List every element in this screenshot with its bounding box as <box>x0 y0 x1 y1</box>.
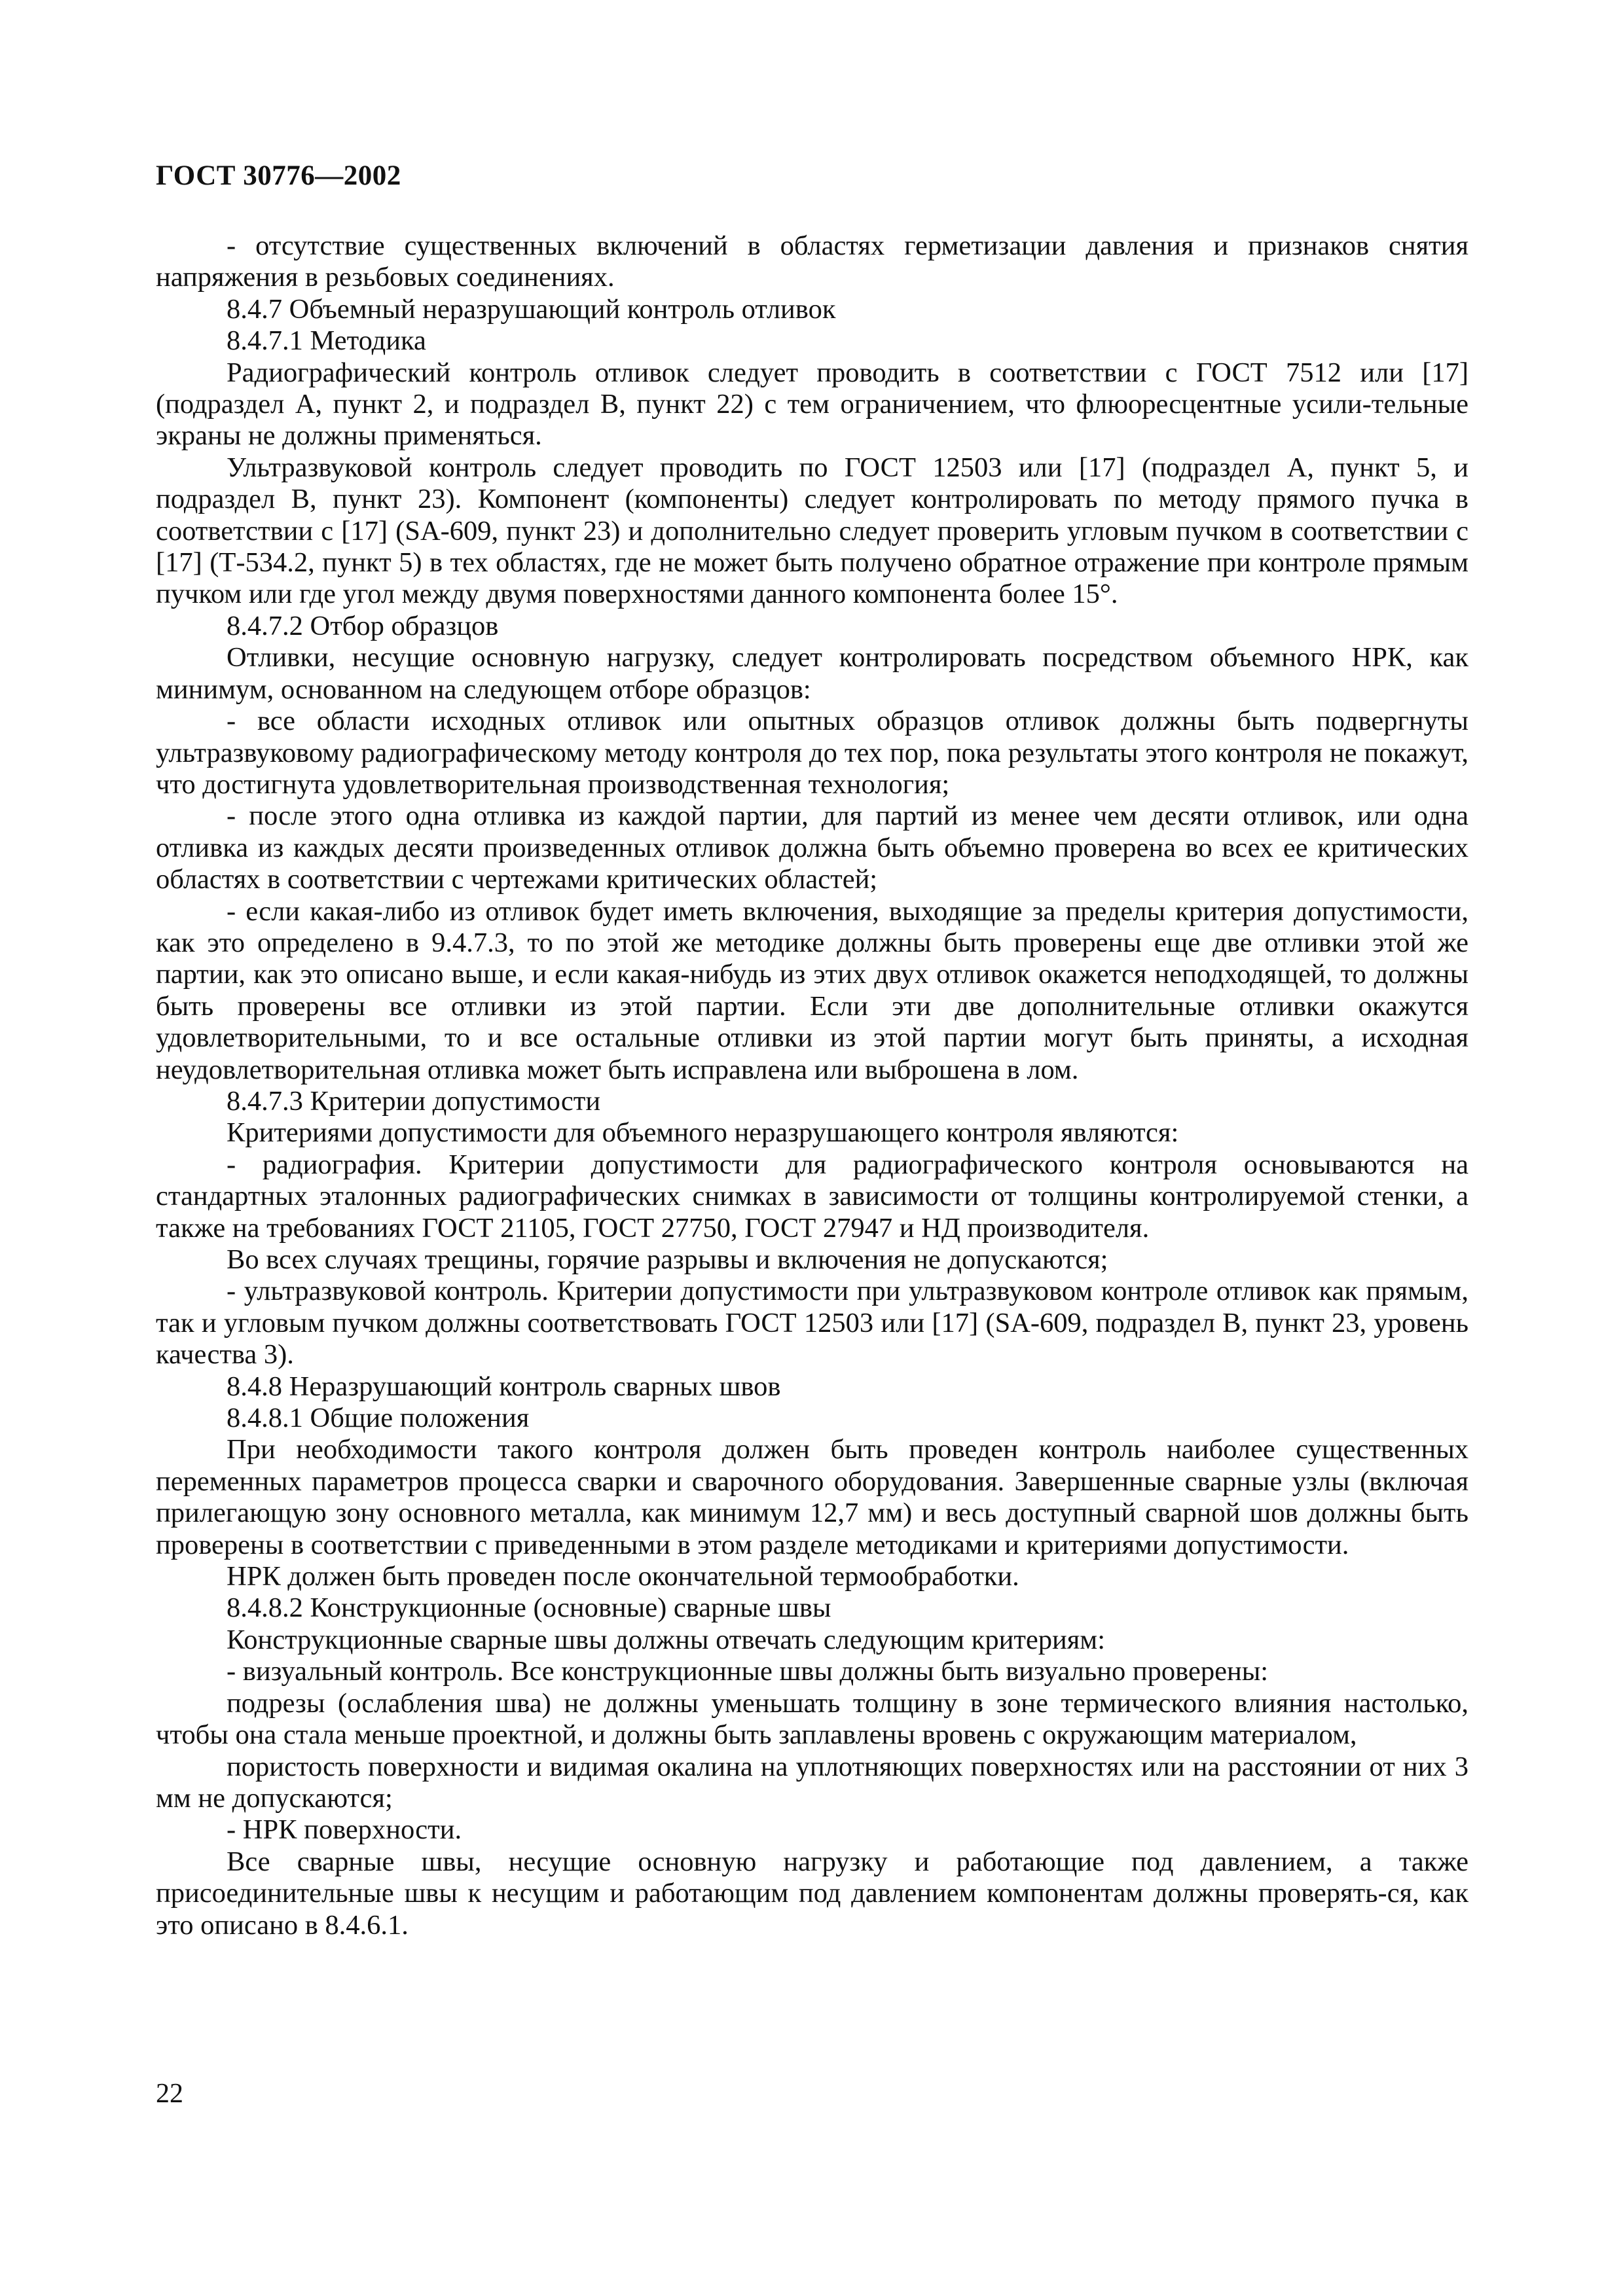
section-heading: 8.4.8 Неразрушающий контроль сварных швов <box>227 1371 781 1402</box>
paragraph: Отливки, несущие основную нагрузку, следует контролировать посредством объемного НРК, как минимум, основанном на следующем отборе образцов: <box>156 642 1468 705</box>
document-body <box>156 230 1468 1941</box>
paragraph: подрезы (ослабления шва) не должны уменьшать толщину в зоне термического влияния настолько, чтобы она стала меньше проектной, и должны быть заплавлены вровень с окружающим материалом, <box>156 1687 1468 1751</box>
section-heading: 8.4.7.3 Критерии допустимости <box>227 1085 601 1117</box>
list-item: - радиография. Критерии допустимости для радиографического контроля основываются на стандартных эталонных радиографических снимках в зависимости от толщины контролируемой стенки, а также на требованиях ГОСТ 21105, ГОСТ 27750, ГОСТ 27947 и НД производителя. <box>156 1149 1468 1244</box>
paragraph: Конструкционные сварные швы должны отвечать следующим критериям: <box>227 1624 1106 1655</box>
list-item: - визуальный контроль. Все конструкционные швы должны быть визуально проверены: <box>227 1656 1269 1687</box>
paragraph: При необходимости такого контроля должен быть проведен контроль наиболее существенных переменных параметров процесса сварки и сварочного оборудования. Завершенные сварные узлы (включая прилегающую зону основного металла, как минимум 12,7 мм) и весь доступный сварной шов должны быть проверены в соответствии с приведенными в этом разделе методиками и критериями допустимости. <box>156 1434 1468 1560</box>
paragraph: Критериями допустимости для объемного неразрушающего контроля являются: <box>227 1117 1179 1149</box>
page-number: 22 <box>156 2079 183 2109</box>
list-item: - НРК поверхности. <box>227 1814 462 1846</box>
document-header: ГОСТ 30776—2002 <box>156 160 401 191</box>
paragraph: - отсутствие существенных включений в областях герметизации давления и признаков снятия напряжения в резьбовых соединениях. <box>156 230 1468 293</box>
list-item: - ультразвуковой контроль. Критерии допустимости при ультразвуковом контроле отливок как прямым, так и угловым пучком должны соответствовать ГОСТ 12503 или [17] (SA-609, подраздел В, пункт 23, уровень качества 3). <box>156 1276 1468 1371</box>
paragraph: Ультразвуковой контроль следует проводить по ГОСТ 12503 или [17] (подраздел А, пункт 5, и подраздел В, пункт 23). Компонент (компоненты) следует контролировать по методу прямого пучка в соответствии с [17] (SA-609, пункт 23) и дополнительно следует проверить угловым пучком в соответствии с [17] (Т-534.2, пункт 5) в тех областях, где не может быть получено обратное отражение при контроле прямым пучком или где угол между двумя поверхностями данного компонента более 15°. <box>156 452 1468 610</box>
section-heading: 8.4.7 Объемный неразрушающий контроль отливок <box>227 293 836 325</box>
paragraph: НРК должен быть проведен после окончательной термообработки. <box>227 1561 1019 1592</box>
paragraph: пористость поверхности и видимая окалина на уплотняющих поверхностях или на расстоянии от них 3 мм не допускаются; <box>156 1751 1468 1814</box>
section-heading: 8.4.8.2 Конструкционные (основные) сварные швы <box>227 1592 831 1624</box>
section-heading: 8.4.7.1 Методика <box>227 325 426 357</box>
section-heading: 8.4.8.1 Общие положения <box>227 1403 530 1434</box>
section-heading: 8.4.7.2 Отбор образцов <box>227 610 499 641</box>
paragraph: Радиографический контроль отливок следует проводить в соответствии с ГОСТ 7512 или [17] (подраздел А, пункт 2, и подраздел В, пункт 22) с тем ограничением, что флюоресцентные усили-тельные экраны не должны применяться. <box>156 357 1468 452</box>
paragraph: Все сварные швы, несущие основную нагрузку и работающие под давлением, а также присоединительные швы к несущим и работающим под давлением компонентам должны проверять-ся, как это описано в 8.4.6.1. <box>156 1846 1468 1941</box>
list-item: - после этого одна отливка из каждой партии, для партий из менее чем десяти отливок, или одна отливка из каждых десяти произведенных отливок должна быть объемно проверена во всех ее критических областях в соответствии с чертежами критических областей; <box>156 800 1468 895</box>
list-item: - если какая-либо из отливок будет иметь включения, выходящие за пределы критерия допустимости, как это определено в 9.4.7.3, то по этой же методике должны быть проверены еще две отливки этой же партии, как это описано выше, и если какая-нибудь из этих двух отливок окажется неподходящей, то должны быть проверены все отливки из этой партии. Если эти две дополнительные отливки окажутся удовлетворительными, то и все остальные отливки из этой партии могут быть приняты, а исходная неудовлетворительная отливка может быть исправлена или выброшена в лом. <box>156 895 1468 1085</box>
paragraph: Во всех случаях трещины, горячие разрывы и включения не допускаются; <box>227 1244 1108 1275</box>
list-item: - все области исходных отливок или опытных образцов отливок должны быть подвергнуты ультразвуковому радиографическому методу контроля до тех пор, пока результаты этого контроля не покажут, что достигнута удовлетворительная производственная технология; <box>156 706 1468 800</box>
